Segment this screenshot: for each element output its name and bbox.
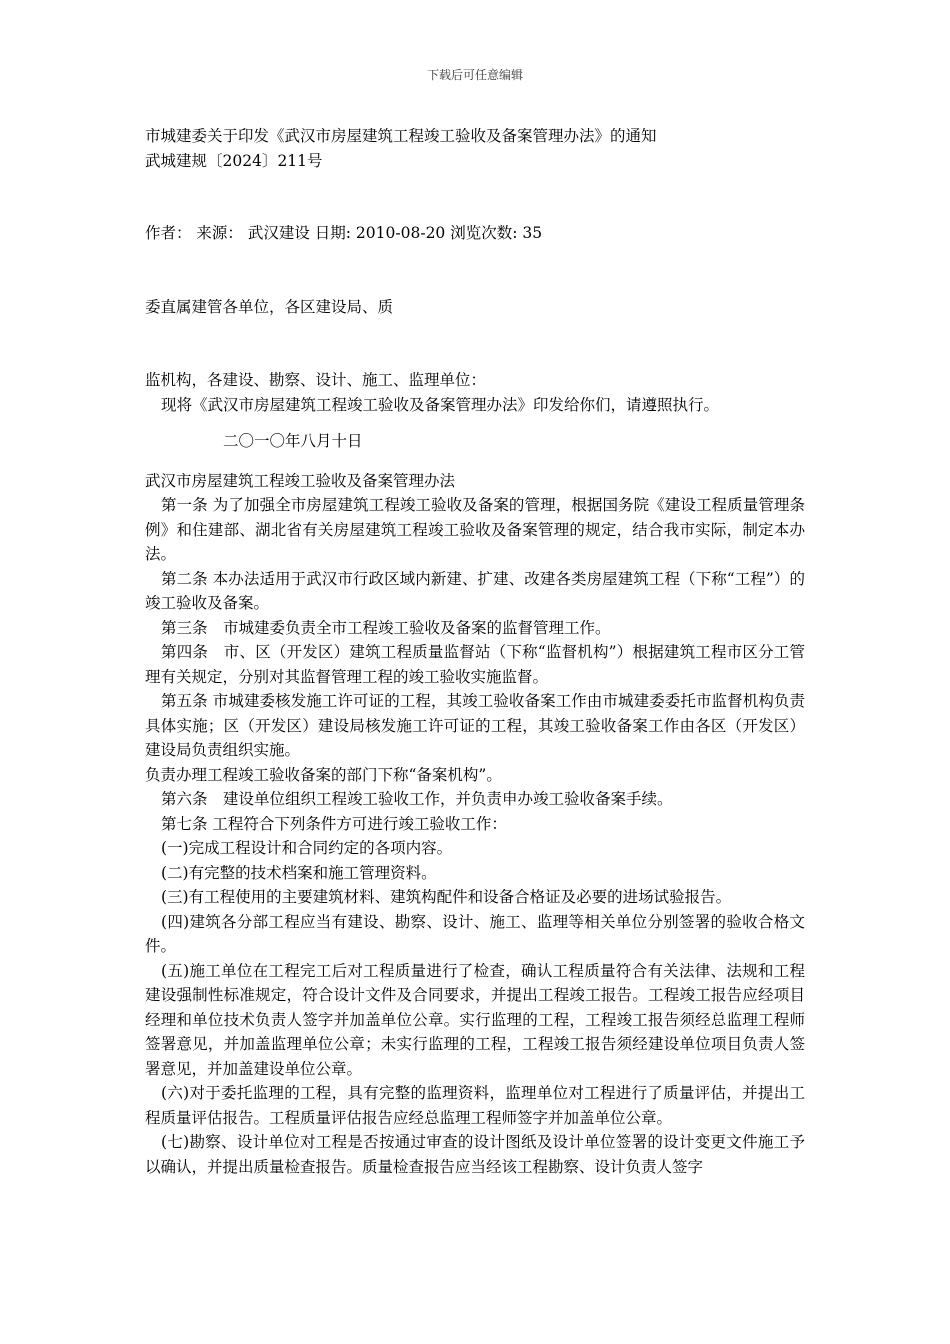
article-4: 第四条 市、区（开发区）建筑工程质量监督站（下称“监督机构”）根据建筑工程市区分工管理有关规定，分别对其监督管理工程的竣工验收实施监督。: [145, 643, 805, 686]
article-2: 第二条 本办法适用于武汉市行政区域内新建、扩建、改建各类房屋建筑工程（下称“工程”）的竣工验收及备案。: [145, 569, 805, 612]
article-5: 第五条 市城建委核发施工许可证的工程，其竣工验收备案工作由市城建委委托市监督机构负责具体实施；区（开发区）建设局核发施工许可证的工程，其竣工验收备案工作由各区（开发区）建设局负责组织实施。: [145, 692, 805, 759]
recipients-line-2: 监机构，各建设、勘察、设计、施工、监理单位：: [145, 371, 487, 389]
page-header: 下载后可任意编辑: [426, 68, 523, 82]
condition-6: (六)对于委托监理的工程，具有完整的监理资料，监理单位对工程进行了质量评估，并提出工程质量评估报告。工程质量评估报告应经总监理工程师签字并加盖单位公章。: [145, 1084, 805, 1127]
article-3: 第三条 市城建委负责全市工程竣工验收及备案的监督管理工作。: [161, 618, 611, 637]
recipients-line-1: 委直属建管各单位，各区建设局、质: [145, 297, 394, 316]
article-1: 第一条 为了加强全市房屋建筑工程竣工验收及备案的管理，根据国务院《建设工程质量管理条例》和住建部、湖北省有关房屋建筑工程竣工验收及备案管理的规定，结合我市实际，制定本办法。: [145, 496, 805, 563]
meta-line: 作者： 来源： 武汉建设 日期: 2010-08-20 浏览次数: 35: [145, 224, 543, 242]
condition-2: (二)有完整的技术档案和施工管理资料。: [161, 863, 437, 882]
article-6: 第六条 建设单位组织工程竣工验收工作，并负责申办竣工验收备案手续。: [161, 790, 673, 808]
rules-title: 武汉市房屋建筑工程竣工验收及备案管理办法: [145, 471, 456, 490]
notice-paragraph: 现将《武汉市房屋建筑工程竣工验收及备案管理办法》印发给你们，请遵照执行。: [161, 395, 720, 414]
condition-3: (三)有工程使用的主要建筑材料、建筑构配件和设备合格证及必要的进场试验报告。: [161, 888, 732, 906]
issue-date: 二〇一〇年八月十日: [223, 432, 363, 450]
document-number: 武城建规〔2024〕211号: [145, 151, 323, 170]
condition-5: (五)施工单位在工程完工后对工程质量进行了检查，确认工程质量符合有关法律、法规和工程建设强制性标准规定，符合设计文件及合同要求，并提出工程竣工报告。工程竣工报告应经项目经理和单位技术负责人签字并加盖单位公章。实行监理的工程，工程竣工报告须经总监理工程师签署意见，并加盖监理单位公章；未实行监理的工程，工程竣工报告须经建设单位项目负责人签署意见，并加盖建设单位公章。: [145, 961, 805, 1078]
condition-7: (七)勘察、设计单位对工程是否按通过审查的设计图纸及设计单位签署的设计变更文件施工予以确认，并提出质量检查报告。质量检查报告应当经该工程勘察、设计负责人签字: [145, 1133, 805, 1176]
condition-1: (一)完成工程设计和合同约定的各项内容。: [161, 839, 453, 857]
document-body: [145, 124, 805, 1179]
article-7: 第七条 工程符合下列条件方可进行竣工验收工作：: [161, 814, 507, 833]
note-line: 负责办理工程竣工验收备案的部门下称“备案机构”。: [145, 765, 502, 784]
condition-4: (四)建筑各分部工程应当有建设、勘察、设计、施工、监理等相关单位分别签署的验收合格文件。: [145, 912, 805, 955]
document-title: 市城建委关于印发《武汉市房屋建筑工程竣工验收及备案管理办法》的通知: [145, 127, 657, 145]
